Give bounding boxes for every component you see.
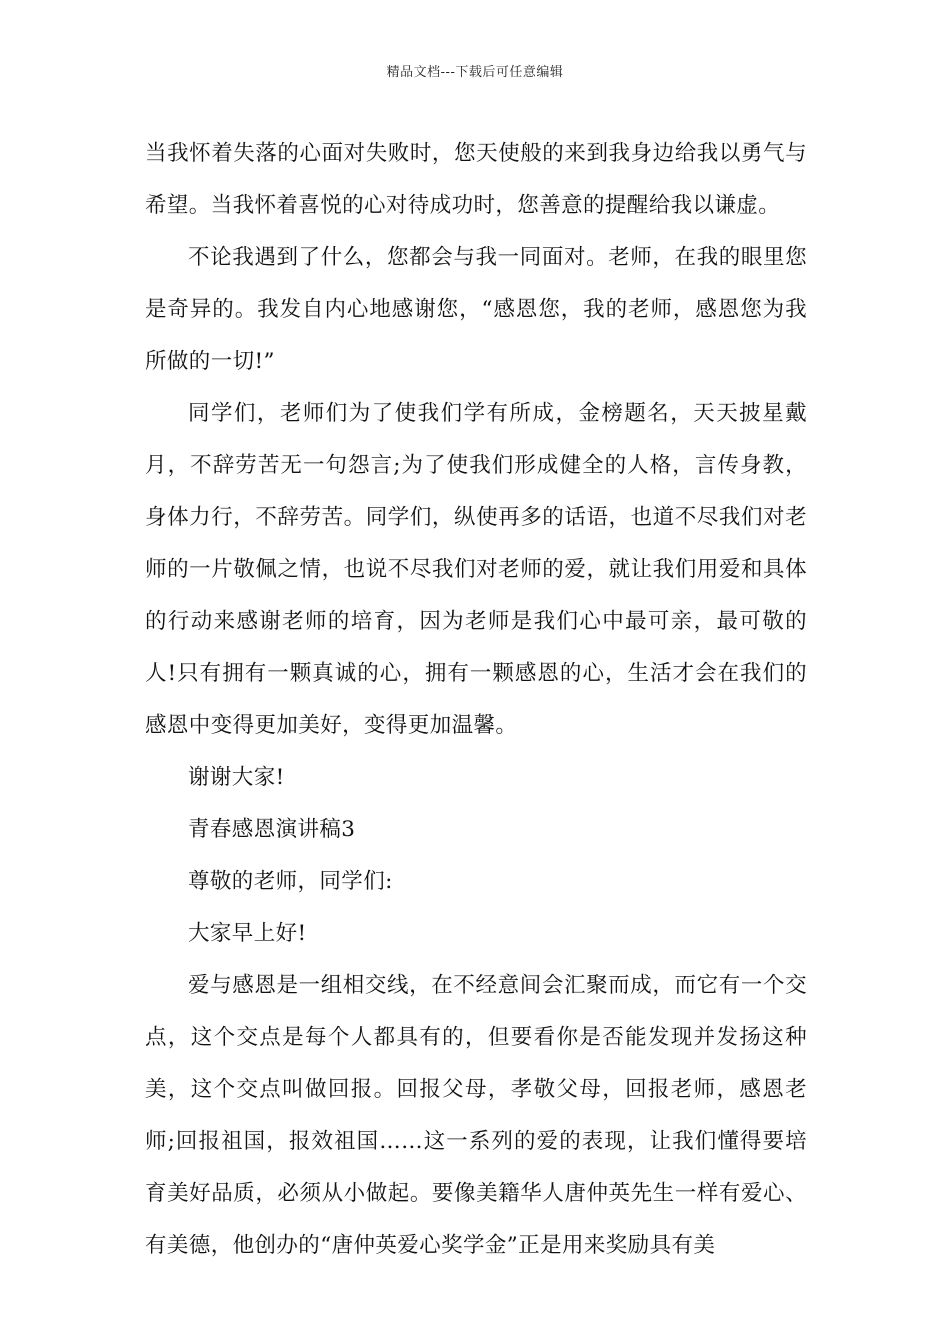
salutation: 尊敬的老师，同学们:: [188, 869, 393, 894]
document-body: [145, 128, 807, 1272]
paragraph: 同学们，老师们为了使我们学有所成，金榜题名，天天披星戴月，不辞劳苦无一句怨言;为了使我们形成健全的人格，言传身教，身体力行，不辞劳苦。同学们，纵使再多的话语，也道不尽我们对老师的一片敬佩之情，也说不尽我们对老师的爱，就让我们用爱和具体的行动来感谢老师的培育，因为老师是我们心中最可亲，最可敬的人!只有拥有一颗真诚的心，拥有一颗感恩的心，生活才会在我们的感恩中变得更加美好，变得更加温馨。: [145, 401, 807, 738]
paragraph: 当我怀着失落的心面对失败时，您天使般的来到我身边给我以勇气与希望。当我怀着喜悦的心对待成功时，您善意的提醒给我以谦虚。: [145, 141, 807, 218]
page-header: 精品文档---下载后可任意编辑: [386, 65, 564, 80]
section-title: 青春感恩演讲稿3: [188, 817, 356, 842]
paragraph: 不论我遇到了什么，您都会与我一同面对。老师，在我的眼里您是奇异的。我发自内心地感谢您，“感恩您，我的老师，感恩您为我所做的一切!”: [145, 245, 807, 374]
greeting: 大家早上好!: [188, 921, 307, 946]
paragraph: 爱与感恩是一组相交线，在不经意间会汇聚而成，而它有一个交点，这个交点是每个人都具有的，但要看你是否能发现并发扬这种美，这个交点叫做回报。回报父母，孝敬父母，回报老师，感恩老师;回报祖国，报效祖国……这一系列的爱的表现，让我们懂得要培育美好品质，必须从小做起。要像美籍华人唐仲英先生一样有爱心、有美德，他创办的“唐仲英爱心奖学金”正是用来奖励具有美: [145, 973, 807, 1258]
closing-line: 谢谢大家!: [188, 765, 285, 790]
